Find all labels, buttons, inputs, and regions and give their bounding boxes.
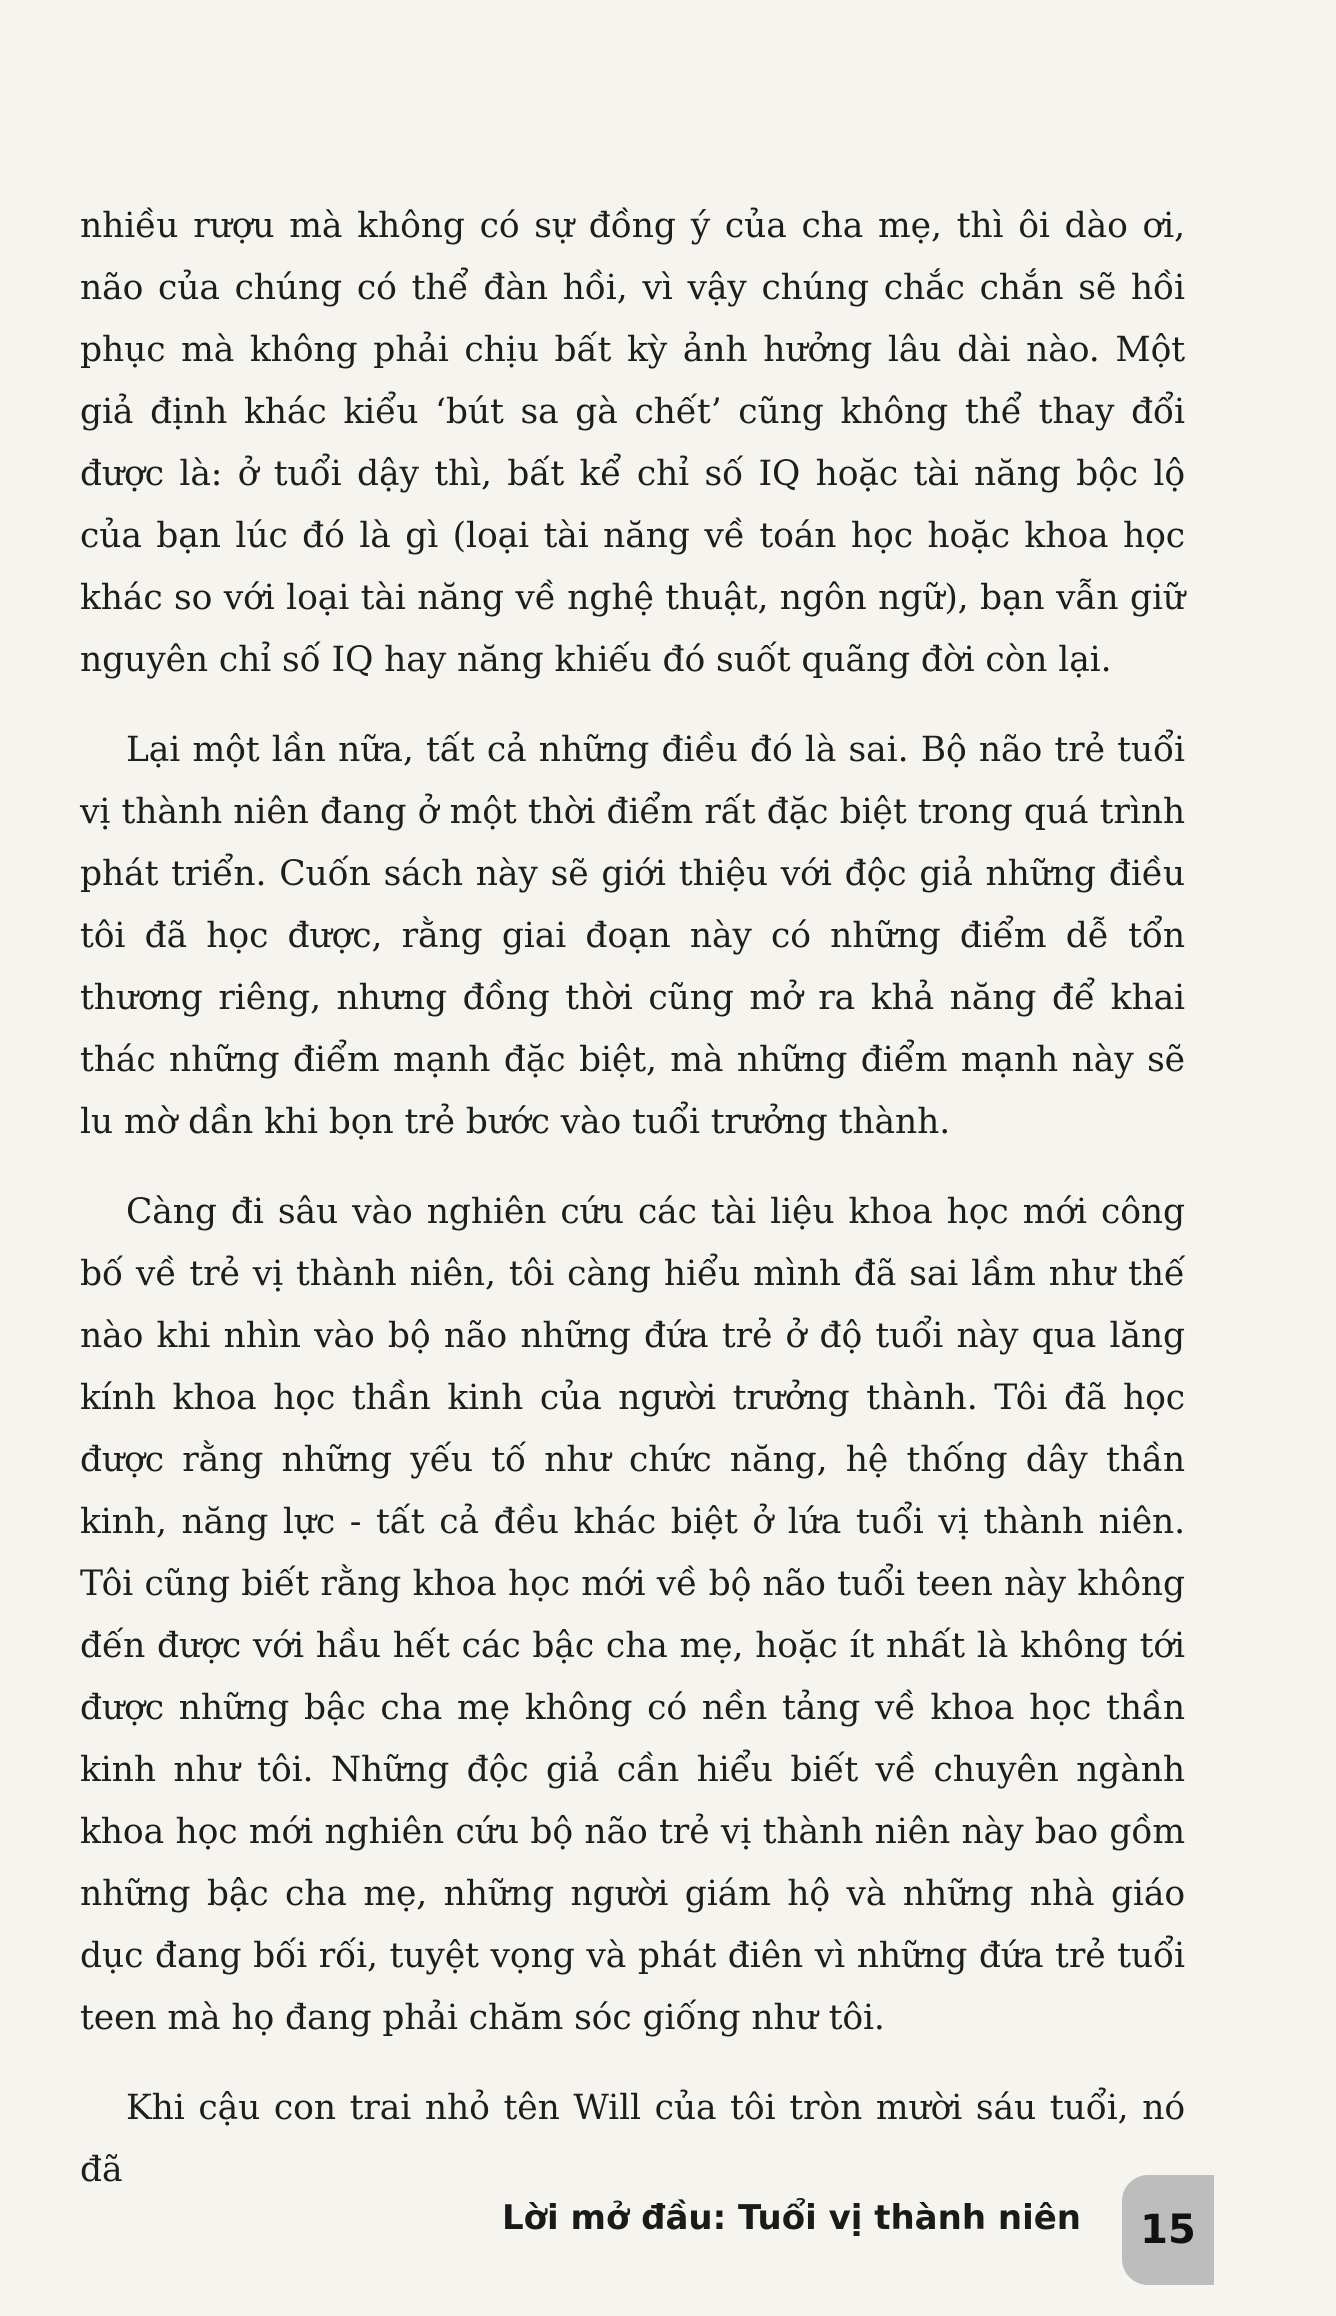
body-text bbox=[80, 195, 1185, 2201]
page-number-tab bbox=[1122, 2175, 1214, 2285]
paragraph-1: nhiều rượu mà không có sự đồng ý của cha mẹ, thì ôi dào ơi, não của chúng có thể đàn hồi, vì vậy chúng chắc chắn sẽ hồi phục mà không phải chịu bất kỳ ảnh hưởng lâu dài nào. Một giả định khác kiểu ‘bút sa gà chết’ cũng không thể thay đổi được là: ở tuổi dậy thì, bất kể chỉ số IQ hoặc tài năng bộc lộ của bạn lúc đó là gì (loại tài năng về toán học hoặc khoa học khác so với loại tài năng về nghệ thuật, ngôn ngữ), bạn vẫn giữ nguyên chỉ số IQ hay năng khiếu đó suốt quãng đời còn lại. bbox=[80, 206, 1185, 680]
running-footer-chapter-title: Lời mở đầu: Tuổi vị thành niên bbox=[502, 2198, 1081, 2238]
paragraph-3: Càng đi sâu vào nghiên cứu các tài liệu khoa học mới công bố về trẻ vị thành niên, tôi càng hiểu mình đã sai lầm như thế nào khi nhìn vào bộ não những đứa trẻ ở độ tuổi này qua lăng kính khoa học thần kinh của người trưởng thành. Tôi đã học được rằng những yếu tố như chức năng, hệ thống dây thần kinh, năng lực - tất cả đều khác biệt ở lứa tuổi vị thành niên. Tôi cũng biết rằng khoa học mới về bộ não tuổi teen này không đến được với hầu hết các bậc cha mẹ, hoặc ít nhất là không tới được những bậc cha mẹ không có nền tảng về khoa học thần kinh như tôi. Những độc giả cần hiểu biết về chuyên ngành khoa học mới nghiên cứu bộ não trẻ vị thành niên này bao gồm những bậc cha mẹ, những người giám hộ và những nhà giáo dục đang bối rối, tuyệt vọng và phát điên vì những đứa trẻ tuổi teen mà họ đang phải chăm sóc giống như tôi. bbox=[80, 1192, 1185, 2038]
paragraph-4: Khi cậu con trai nhỏ tên Will của tôi tròn mười sáu tuổi, nó đã bbox=[80, 2088, 1185, 2190]
page-number: 15 bbox=[1140, 2207, 1196, 2253]
paragraph-2: Lại một lần nữa, tất cả những điều đó là sai. Bộ não trẻ tuổi vị thành niên đang ở một thời điểm rất đặc biệt trong quá trình phát triển. Cuốn sách này sẽ giới thiệu với độc giả những điều tôi đã học được, rằng giai đoạn này có những điểm dễ tổn thương riêng, nhưng đồng thời cũng mở ra khả năng để khai thác những điểm mạnh đặc biệt, mà những điểm mạnh này sẽ lu mờ dần khi bọn trẻ bước vào tuổi trưởng thành. bbox=[80, 730, 1185, 1142]
